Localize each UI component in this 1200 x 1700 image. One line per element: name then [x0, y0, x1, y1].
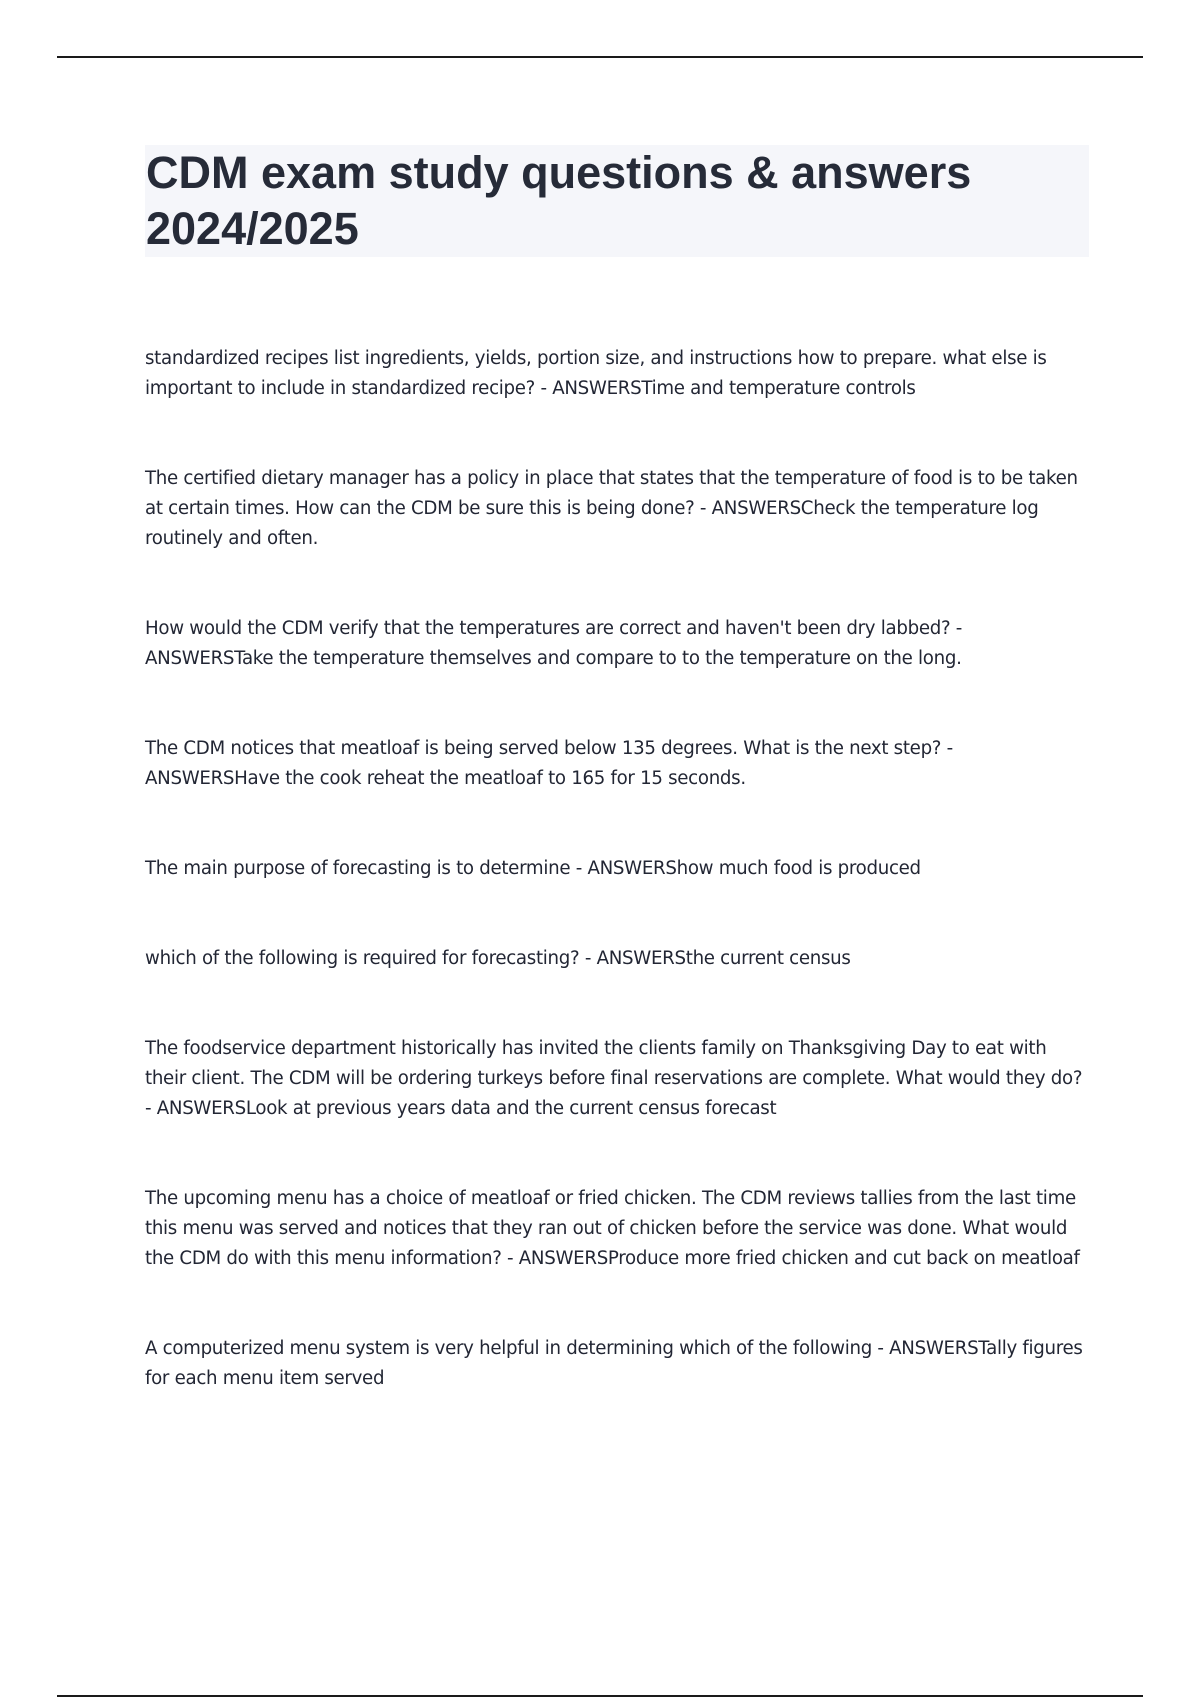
- qa-item-6: which of the following is required for forecasting? - ANSWERSthe current census: [145, 948, 851, 969]
- qa-item-1: standardized recipes list ingredients, yields, portion size, and instructions how to prepare. what else is important to include in standardized recipe? - ANSWERSTime and temperature controls: [145, 348, 1047, 399]
- bottom-divider: [57, 1695, 1143, 1697]
- document-title: CDM exam study questions & answers 2024/2025: [146, 147, 972, 254]
- qa-item-3: How would the CDM verify that the temperatures are correct and haven't been dry labbed? - ANSWERSTake the temperature themselves and compare to to the temperature on the long.: [145, 618, 963, 669]
- title-block: [145, 145, 1089, 257]
- qa-item-5: The main purpose of forecasting is to determine - ANSWERShow much food is produced: [145, 858, 921, 879]
- qa-item-4: The CDM notices that meatloaf is being served below 135 degrees. What is the next step? - ANSWERSHave the cook reheat the meatloaf to 165 for 15 seconds.: [145, 738, 953, 789]
- qa-item-7: The foodservice department historically has invited the clients family on Thanksgiving Day to eat with their client. The CDM will be ordering turkeys before final reservations are complete. What would they do? - ANSWERSLook at previous years data and the current census forecast: [145, 1038, 1083, 1119]
- qa-item-9: A computerized menu system is very helpful in determining which of the following - ANSWERSTally figures for each menu item served: [145, 1338, 1083, 1389]
- qa-item-2: The certified dietary manager has a policy in place that states that the temperature of food is to be taken at certain times. How can the CDM be sure this is being done? - ANSWERSCheck the temperature log routinely and often.: [145, 468, 1078, 549]
- qa-item-8: The upcoming menu has a choice of meatloaf or fried chicken. The CDM reviews tallies from the last time this menu was served and notices that they ran out of chicken before the service was done. What would the CDM do with this menu information? - ANSWERSProduce more fried chicken and cut back on meatloaf: [145, 1188, 1080, 1269]
- qa-list: [145, 344, 1091, 1454]
- top-divider: [57, 56, 1143, 58]
